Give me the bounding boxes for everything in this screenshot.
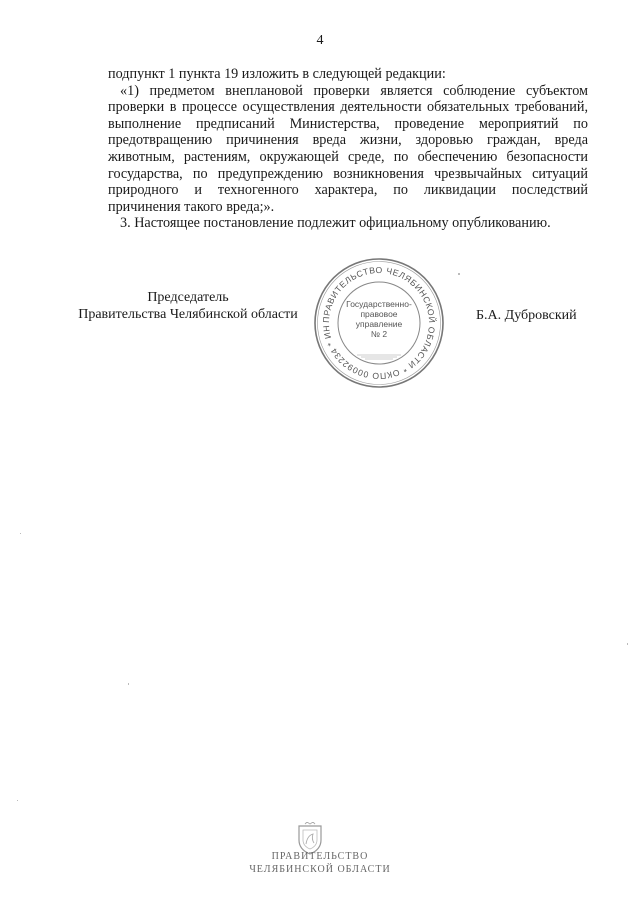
seal-center-line2: правовое	[360, 309, 398, 319]
signatory-name: Б.А. Дубровский	[476, 308, 577, 323]
page-number: 4	[316, 33, 324, 48]
intro-line: подпункт 1 пункта 19 изложить в следующей редакции:	[108, 66, 446, 82]
official-seal	[313, 257, 445, 389]
seal-center-line4: № 2	[370, 329, 388, 339]
footer-line2: ЧЕЛЯБИНСКОЙ ОБЛАСТИ	[249, 864, 391, 875]
seal-ring-text: ПРАВИТЕЛЬСТВО ЧЕЛЯБИНСКОЙ ОБЛАСТИ * ОКПО 00092234 * ИН	[320, 264, 438, 382]
seal-center-line1: Государственно-	[346, 299, 412, 309]
scan-speck	[128, 683, 129, 685]
signatory-title-line1: Председатель	[147, 290, 229, 305]
signatory-title	[66, 289, 310, 323]
scan-speck	[20, 533, 21, 534]
scan-speck	[627, 643, 628, 645]
scan-speck	[458, 273, 460, 275]
quoted-paragraph: «1) предметом внеплановой проверки является соблюдение субъектом проверки в процессе осуществления деятельности обязательных требований, выполнение предписаний Министерства, проведение мероприятий по предотвращению причинения вреда жизни, здоровью граждан, вреда животным, растениям, окружающей среде, по обеспечению безопасности государства, по предупреждению возникновения чрезвычайных ситуаций природного и техногенного характера, по ликвидации последствий причинения такого вреда;».	[108, 82, 588, 215]
scan-speck	[17, 800, 18, 801]
seal-center-line3: управление	[355, 319, 403, 329]
signatory-title-line2: Правительства Челябинской области	[78, 307, 298, 322]
footer-line1: ПРАВИТЕЛЬСТВО	[271, 851, 369, 862]
publication-paragraph: 3. Настоящее постановление подлежит официальному опубликованию.	[120, 215, 551, 232]
footer-organization	[0, 850, 640, 876]
seal-center-text	[313, 299, 445, 339]
document-body	[108, 66, 588, 232]
